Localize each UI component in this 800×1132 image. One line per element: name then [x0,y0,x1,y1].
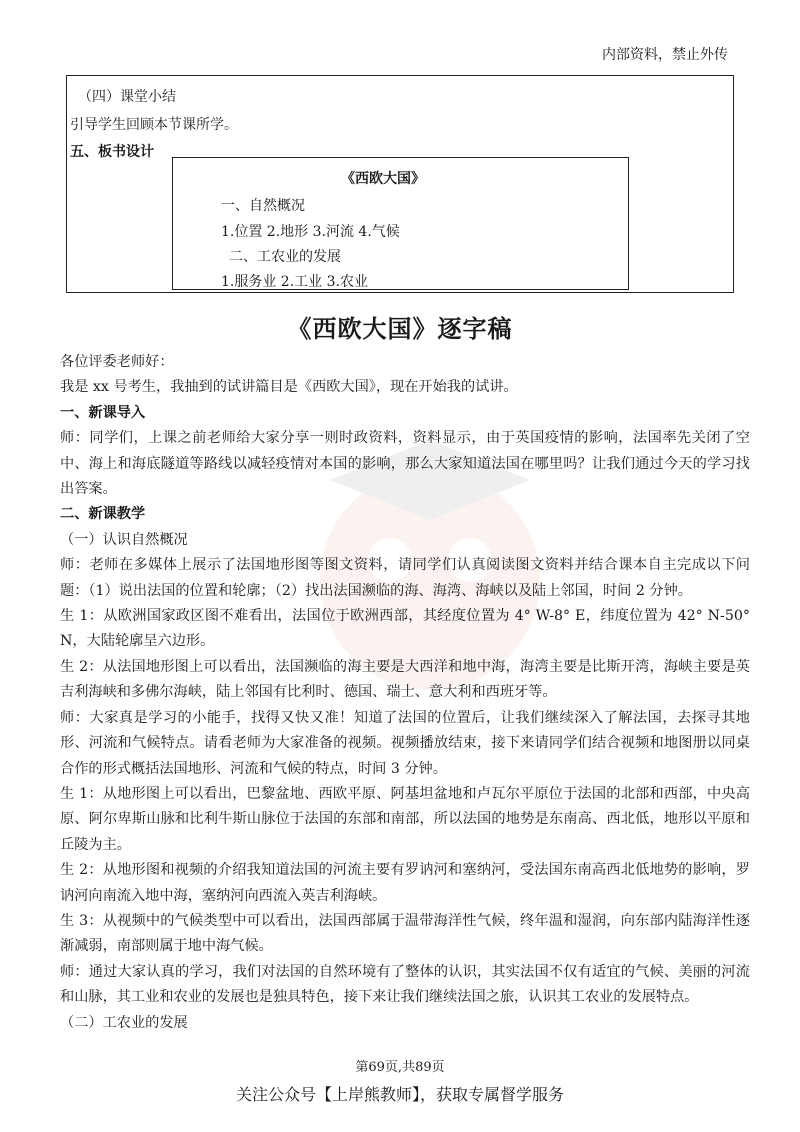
board-line-2: 1.位置 2.地形 3.河流 4.气候 [221,224,400,240]
transcript-body [60,350,750,1036]
paragraph: 生 2：从法国地形图上可以看出，法国濒临的海主要是大西洋和地中海，海湾主要是比斯开湾，海峡主要是英吉利海峡和多佛尔海峡，陆上邻国有比利时、德国、瑞士、意大利和西班牙等。 [60,658,750,701]
main-title: 《西欧大国》逐字稿 [287,314,513,343]
paragraph: 生 3：从视频中的气候类型中可以看出，法国西部属于温带海洋性气候，终年温和湿润，向东部内陆海洋性逐渐减弱，南部则属于地中海气候。 [60,912,750,955]
paragraph: 师：通过大家认真的学习，我们对法国的自然环境有了整体的认识，其实法国不仅有适宜的气候、美丽的河流和山脉，其工业和农业的发展也是独具特色，接下来让我们继续法国之旅，认识其工农业的发展特点。 [60,963,750,1006]
blackboard-design-box [172,157,629,290]
board-design-heading: 五、板书设计 [70,144,154,160]
summary-heading: （四）课堂小结 [78,89,176,105]
paragraph: 师：老师在多媒体上展示了法国地形图等图文资料，请同学们认真阅读图文资料并结合课本自主完成以下问题：（1）说出法国的位置和轮廓；（2）找出法国濒临的海、海湾、海峡以及陆上邻国，时间 2 分钟。 [60,557,750,599]
board-line-1: 一、自然概况 [221,198,305,214]
section-heading: 二、新课教学 [60,506,146,523]
paragraph: 师：同学们，上课之前老师给大家分享一则时政资料，资料显示，由于英国疫情的影响，法国率先关闭了空中、海上和海底隧道等路线以减轻疫情对本国的影响，那么大家知道法国在哪里吗？让我们通过今天的学习找出答案。 [60,430,750,498]
paragraph: 师：大家真是学习的小能手，找得又快又准！知道了法国的位置后，让我们继续深入了解法国，去探寻其地形、河流和气候特点。请看老师为大家准备的视频。视频播放结束，接下来请同学们结合视频和地图册以同桌合作的形式概括法国地形、河流和气候的特点，时间 3 分钟。 [60,709,750,777]
board-line-3: 二、工农业的发展 [229,249,341,265]
subsection-heading: （一）认识自然概况 [60,531,188,548]
subsection-heading: （二）工农业的发展 [60,1014,188,1031]
paragraph: 生 1：从地形图上可以看出，巴黎盆地、西欧平原、阿基坦盆地和卢瓦尔平原位于法国的北部和西部，中央高原、阿尔卑斯山脉和比利牛斯山脉位于法国的东部和南部，所以法国的地势是东南高、西北低，地形以平原和丘陵为主。 [60,785,750,853]
page-number: 第69页,共89页 [355,1060,445,1075]
section-heading: 一、新课导入 [60,404,146,421]
confidential-note: 内部资料，禁止外传 [602,47,728,63]
board-title: 《西欧大国》 [341,171,425,187]
paragraph: 生 2：从地形图和视频的介绍我知道法国的河流主要有罗讷河和塞纳河，受法国东南高西北低地势的影响，罗讷河向南流入地中海，塞纳河向西流入英吉利海峡。 [60,862,750,904]
promo-text: 关注公众号【上岸熊教师】，获取专属督学服务 [235,1085,564,1104]
summary-text: 引导学生回顾本节课所学。 [70,117,238,133]
board-line-4: 1.服务业 2.工业 3.农业 [221,274,368,290]
paragraph: 我是 xx 号考生，我抽到的试讲篇目是《西欧大国》，现在开始我的试讲。 [60,379,518,396]
paragraph: 各位评委老师好： [60,354,174,370]
paragraph: 生 1：从欧洲国家政区图不难看出，法国位于欧洲西部，其经度位置为 4° W-8° E，纬度位置为 42° N-50° N，大陆轮廓呈六边形。 [60,608,750,650]
